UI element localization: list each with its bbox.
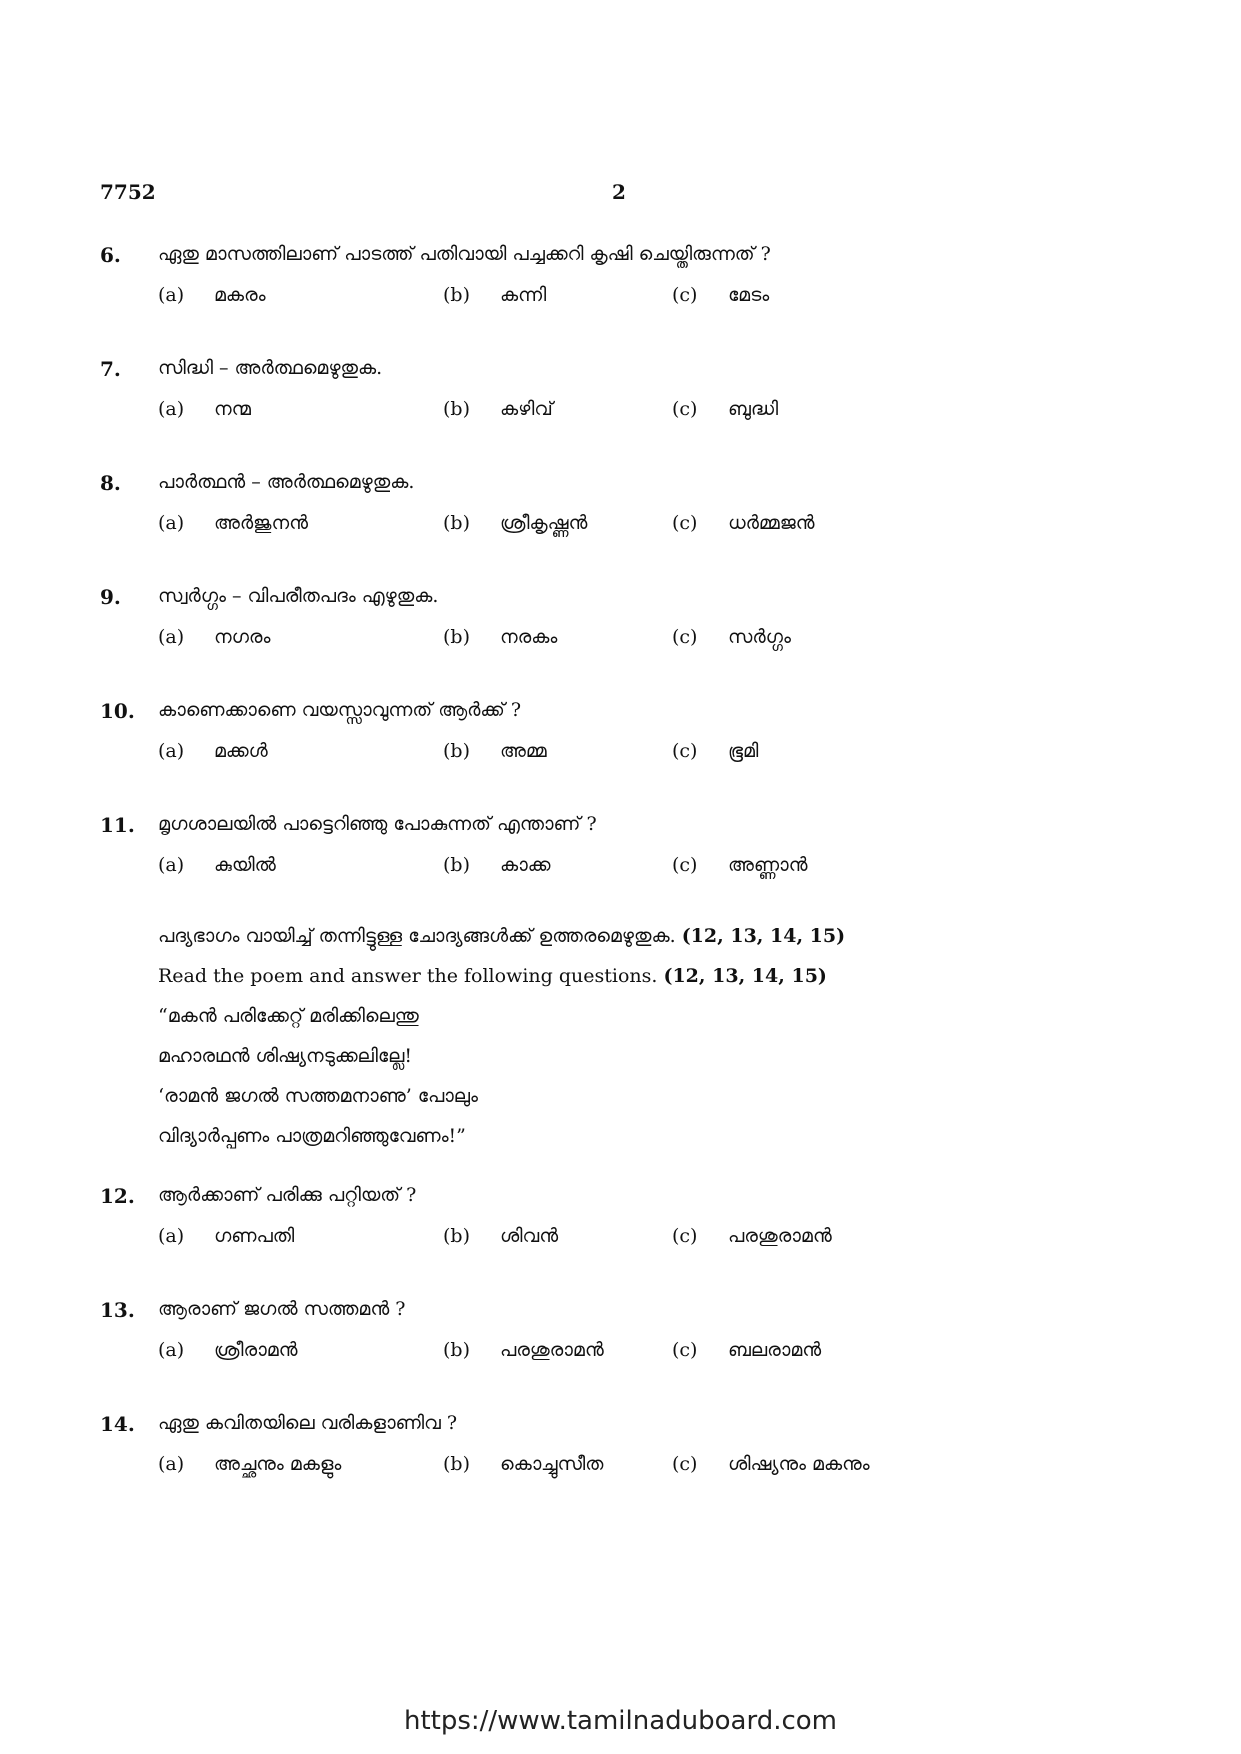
- question-number: 9.: [100, 585, 121, 609]
- option-label: (a): [158, 626, 185, 648]
- option-label: (b): [443, 740, 470, 762]
- question-text: പാർത്ഥൻ – അർത്ഥമെഴുതുക.: [158, 471, 415, 493]
- question-number: 13.: [100, 1298, 135, 1322]
- question-text: ആർക്കാണ് പരിക്കു പറ്റിയത് ?: [158, 1184, 417, 1206]
- paper-code: 7752: [100, 180, 156, 204]
- option-label: (b): [443, 284, 470, 306]
- option-label: (a): [158, 398, 185, 420]
- option-text: ബുദ്ധി: [728, 398, 779, 420]
- option-text: അർജുനൻ: [214, 512, 308, 534]
- option-text: കാക്ക: [500, 854, 551, 876]
- instruction-english: [158, 965, 827, 987]
- poem-line: ‘രാമൻ ജഗൽ സത്തമനാണു’ പോലും: [158, 1085, 479, 1107]
- option-label: (a): [158, 1453, 185, 1475]
- option-text: ഗണപതി: [214, 1225, 295, 1247]
- instruction-text: Read the poem and answer the following questions.: [158, 965, 658, 987]
- option-label: (b): [443, 1225, 470, 1247]
- question-text: ഏതു മാസത്തിലാണ് പാടത്ത് പതിവായി പച്ചക്കറി കൃഷി ചെയ്തിരുന്നത് ?: [158, 243, 771, 265]
- option-label: (b): [443, 512, 470, 534]
- question-text: സിദ്ധി – അർത്ഥമെഴുതുക.: [158, 357, 383, 379]
- option-text: കൊച്ചുസീത: [500, 1453, 604, 1475]
- option-text: മകരം: [214, 284, 266, 306]
- option-text: കഴിവ്: [500, 398, 553, 420]
- option-label: (a): [158, 1339, 185, 1361]
- option-label: (c): [672, 626, 698, 648]
- question-text: മൃഗശാലയിൽ പാട്ടെറിഞ്ഞു പോകുന്നത് എന്താണ് ?: [158, 813, 597, 835]
- option-text: അമ്മ: [500, 740, 547, 762]
- option-label: (a): [158, 284, 185, 306]
- option-text: ശ്രീരാമൻ: [214, 1339, 298, 1361]
- option-text: പരശുരാമൻ: [728, 1225, 832, 1247]
- option-label: (b): [443, 1453, 470, 1475]
- option-text: ധർമ്മജൻ: [728, 512, 815, 534]
- option-text: ബലരാമൻ: [728, 1339, 822, 1361]
- option-text: മക്കൾ: [214, 740, 268, 762]
- option-label: (c): [672, 740, 698, 762]
- option-text: കുയിൽ: [214, 854, 276, 876]
- footer-url[interactable]: https://www.tamilnaduboard.com: [403, 1706, 838, 1736]
- question-number: 14.: [100, 1412, 135, 1436]
- option-text: ശിവൻ: [500, 1225, 559, 1247]
- option-text: നഗരം: [214, 626, 271, 648]
- option-label: (b): [443, 398, 470, 420]
- option-label: (a): [158, 512, 185, 534]
- poem-line: “മകൻ പരിക്കേറ്റ് മരിക്കിലെന്തു: [158, 1005, 419, 1027]
- question-text: കാണെക്കാണെ വയസ്സാവുന്നത് ആർക്ക് ?: [158, 699, 522, 721]
- instruction-text: പദ്യഭാഗം വായിച്ച് തന്നിട്ടുള്ള ചോദ്യങ്ങൾക്ക് ഉത്തരമെഴുതുക.: [158, 925, 676, 947]
- page-number: 2: [612, 180, 626, 204]
- instruction-malayalam: [158, 925, 845, 947]
- option-label: (c): [672, 1339, 698, 1361]
- option-label: (b): [443, 854, 470, 876]
- option-text: നന്മ: [214, 398, 251, 420]
- poem-line: മഹാരഥൻ ശിഷ്യനടുക്കലില്ലേ!: [158, 1045, 412, 1067]
- option-label: (c): [672, 1453, 698, 1475]
- option-text: അണ്ണാൻ: [728, 854, 808, 876]
- question-number: 11.: [100, 813, 135, 837]
- option-text: സർഗ്ഗം: [728, 626, 791, 648]
- option-label: (c): [672, 512, 698, 534]
- question-number: 8.: [100, 471, 121, 495]
- option-label: (c): [672, 1225, 698, 1247]
- option-text: ശ്രീകൃഷ്ണൻ: [500, 512, 588, 534]
- question-text: സ്വർഗ്ഗം – വിപരീതപദം എഴുതുക.: [158, 585, 439, 607]
- option-text: നരകം: [500, 626, 558, 648]
- question-text: ഏതു കവിതയിലെ വരികളാണിവ ?: [158, 1412, 458, 1434]
- option-label: (b): [443, 626, 470, 648]
- poem-line: വിദ്യാർപ്പണം പാത്രമറിഞ്ഞുവേണം!”: [158, 1125, 466, 1147]
- question-number: 10.: [100, 699, 135, 723]
- option-label: (a): [158, 854, 185, 876]
- option-text: ശിഷ്യനും മകനും: [728, 1453, 870, 1475]
- option-label: (a): [158, 740, 185, 762]
- option-label: (a): [158, 1225, 185, 1247]
- option-label: (c): [672, 284, 698, 306]
- option-text: മേടം: [728, 284, 770, 306]
- option-text: ഭൂമി: [728, 740, 759, 762]
- question-text: ആരാണ് ജഗൽ സത്തമൻ ?: [158, 1298, 406, 1320]
- option-text: അച്ഛനും മകളും: [214, 1453, 342, 1475]
- question-number: 12.: [100, 1184, 135, 1208]
- instruction-ref: (12, 13, 14, 15): [663, 965, 827, 987]
- option-label: (c): [672, 398, 698, 420]
- question-number: 7.: [100, 357, 121, 381]
- question-number: 6.: [100, 243, 121, 267]
- option-text: പരശുരാമൻ: [500, 1339, 604, 1361]
- option-text: കന്നി: [500, 284, 547, 306]
- option-label: (c): [672, 854, 698, 876]
- option-label: (b): [443, 1339, 470, 1361]
- instruction-ref: (12, 13, 14, 15): [681, 925, 846, 947]
